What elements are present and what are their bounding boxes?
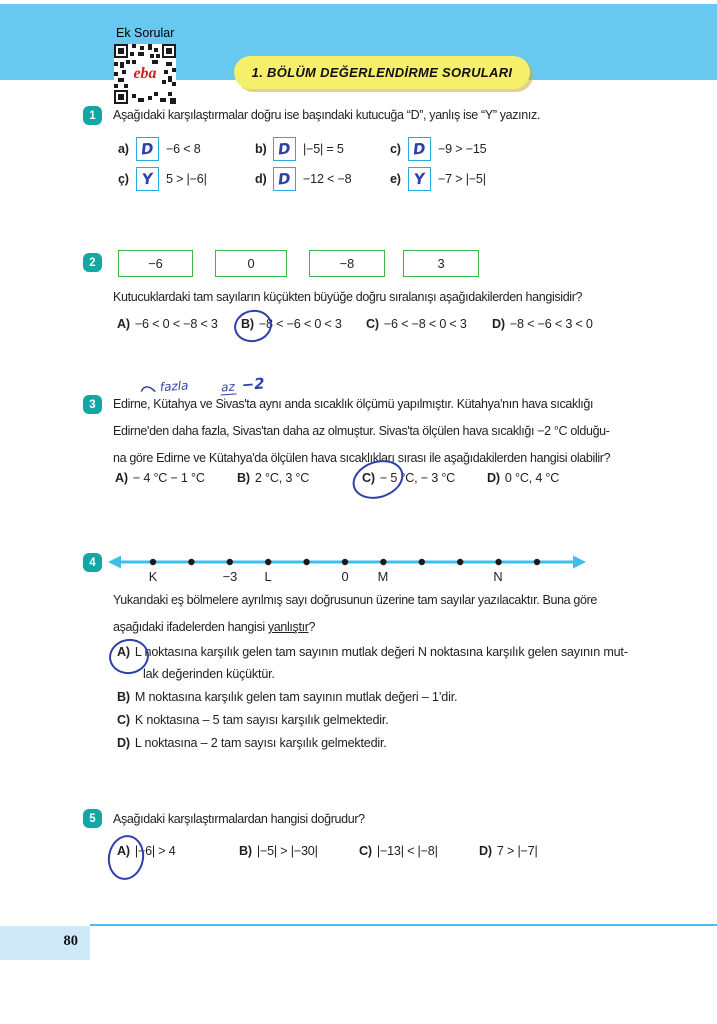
q1-expression: −7 > |−5| xyxy=(438,172,486,186)
pen-curl-stroke xyxy=(140,383,157,394)
q1-answer-box-d[interactable] xyxy=(273,167,296,191)
q1-item-label: e) xyxy=(390,172,401,186)
q1-item-e xyxy=(390,167,486,191)
q2-option-d xyxy=(492,317,593,331)
q1-item-a xyxy=(118,137,201,161)
option-label: D) xyxy=(492,317,505,331)
q2-number-box xyxy=(118,250,193,277)
q1-answer-box-a[interactable] xyxy=(136,137,159,161)
option-text: |−6| > 4 xyxy=(134,844,176,858)
footer-rule xyxy=(90,924,717,926)
handwriting-note-az xyxy=(219,374,265,395)
option-text: −8 < −6 < 0 < 3 xyxy=(258,317,342,331)
option-label: A) xyxy=(117,317,130,331)
option-label: B) xyxy=(241,317,254,331)
handwriting-text: az xyxy=(220,379,236,395)
q1-item-d xyxy=(255,167,351,191)
q5-number: 5 xyxy=(89,812,96,825)
q1-item-label: d) xyxy=(255,172,267,186)
option-text: |−13| < |−8| xyxy=(376,844,438,858)
q1-expression: −6 < 8 xyxy=(166,142,201,156)
q1-text: Aşağıdaki karşılaştırmalar doğru ise başındaki kutucuğa “D”, yanlış ise “Y” yazınız. xyxy=(113,108,541,122)
q1-expression: 5 > |−6| xyxy=(166,172,207,186)
option-label: A) xyxy=(117,645,130,659)
section-banner xyxy=(234,56,530,89)
option-label: A) xyxy=(117,844,130,858)
option-label: B) xyxy=(117,690,130,704)
q2-number-box xyxy=(309,250,385,277)
q3-option-a xyxy=(115,471,205,485)
q2-option-a xyxy=(117,317,218,331)
q1-item-label: c) xyxy=(390,142,401,156)
handwriting-note-fazla xyxy=(140,378,189,395)
q4-text-line2-post: ? xyxy=(308,620,316,634)
handwritten-answer: D xyxy=(140,139,155,159)
q4-option-b xyxy=(117,690,457,704)
handwritten-answer: D xyxy=(277,169,292,189)
q2-option-c xyxy=(366,317,467,331)
q1-item-c-cedilla xyxy=(118,167,207,191)
option-label: C) xyxy=(362,471,375,485)
q4-number: 4 xyxy=(89,556,96,569)
q1-item-label: a) xyxy=(118,142,129,156)
q1-answer-box-c[interactable] xyxy=(408,137,431,161)
option-text: −6 < 0 < −8 < 3 xyxy=(134,317,218,331)
q5-text: Aşağıdaki karşılaştırmalardan hangisi doğrudur? xyxy=(113,812,365,826)
q3-text-line2: Edirne'den daha fazla, Sivas'tan daha az olmuştur. Sivas'ta ölçülen hava sıcaklığı −2 °C olduğu- xyxy=(113,424,610,438)
handwriting-value: −2 xyxy=(241,374,266,395)
eba-logo-text: eba xyxy=(133,65,157,82)
option-text: −8 < −6 < 3 < 0 xyxy=(509,317,593,331)
q1-item-b xyxy=(255,137,344,161)
q4-option-d xyxy=(117,736,387,750)
numberline-label-K: K xyxy=(148,569,158,584)
handwritten-answer: Y xyxy=(141,169,154,189)
answer-circle-q5-a xyxy=(104,832,147,883)
option-label: B) xyxy=(237,471,250,485)
section-banner-title: 1. BÖLÜM DEĞERLENDİRME SORULARI xyxy=(251,65,513,80)
option-text: 0 °C, 4 °C xyxy=(504,471,560,485)
q4-option-c xyxy=(117,713,388,727)
option-label: D) xyxy=(479,844,492,858)
q1-answer-box-cc[interactable] xyxy=(136,167,159,191)
q1-item-c xyxy=(390,137,486,161)
page-number: 80 xyxy=(63,933,78,949)
handwriting-text: fazla xyxy=(159,378,189,395)
q2-number: 2 xyxy=(89,256,96,269)
q3-option-b xyxy=(237,471,309,485)
q3-number: 3 xyxy=(89,398,96,411)
option-label: B) xyxy=(239,844,252,858)
option-label: C) xyxy=(117,713,130,727)
q3-text-line3: na göre Edirne ve Kütahya'da ölçülen hava sıcaklıkları sırası ile aşağıdakilerden hangisi olabilir? xyxy=(113,451,611,465)
q3-badge xyxy=(83,395,102,414)
numberline-label-0: 0 xyxy=(341,569,349,584)
q1-item-label: ç) xyxy=(118,172,129,186)
q5-option-b xyxy=(239,844,318,858)
option-text: 2 °C, 3 °C xyxy=(254,471,310,485)
q2-number-box xyxy=(403,250,479,277)
option-text: M noktasına karşılık gelen tam sayının mutlak değeri – 1’dir. xyxy=(134,690,458,704)
q1-answer-box-b[interactable] xyxy=(273,137,296,161)
q1-badge xyxy=(83,106,102,125)
ek-sorular-label: Ek Sorular xyxy=(116,26,175,40)
q1-expression: |−5| = 5 xyxy=(303,142,344,156)
q3-text-line1: Edirne, Kütahya ve Sivas'ta aynı anda sıcaklık ölçümü yapılmıştır. Kütahya'nın hava sıcaklığı xyxy=(113,397,594,411)
option-text: |−5| > |−30| xyxy=(256,844,318,858)
answer-circle-q2-b xyxy=(231,306,275,345)
q2-box-value: 0 xyxy=(247,256,255,271)
option-text: L noktasına – 2 tam sayısı karşılık gelmektedir. xyxy=(134,736,387,750)
q2-box-value: −8 xyxy=(339,256,355,271)
numberline-label-M: M xyxy=(377,569,389,584)
option-text: − 5 °C, − 3 °C xyxy=(379,471,456,485)
page-number-box xyxy=(0,926,90,960)
q4-text-underlined: yanlıştır xyxy=(267,620,309,634)
option-label: D) xyxy=(117,736,130,750)
option-text: 7 > |−7| xyxy=(496,844,538,858)
qr-code[interactable] xyxy=(114,44,176,104)
numberline-label-minus3: −3 xyxy=(222,569,238,584)
numberline-label-L: L xyxy=(264,569,272,584)
option-label: C) xyxy=(359,844,372,858)
numberline-label-N: N xyxy=(493,569,503,584)
qr-code-graphic xyxy=(114,44,176,104)
q2-text: Kutucuklardaki tam sayıların küçükten büyüğe doğru sıralanışı aşağıdakilerden hangisidir? xyxy=(113,290,583,304)
handwritten-answer: Y xyxy=(413,169,426,189)
q4-text-line2-pre: aşağıdaki ifadelerden hangisi xyxy=(113,620,268,634)
option-text: L noktasına karşılık gelen tam sayının mutlak değeri N noktasına karşılık gelen sayının mut- xyxy=(134,645,628,659)
option-label: C) xyxy=(366,317,379,331)
q2-box-value: −6 xyxy=(148,256,163,271)
handwritten-answer: D xyxy=(277,139,292,159)
q5-option-d xyxy=(479,844,538,858)
option-label: A) xyxy=(115,471,128,485)
option-text: − 4 °C − 1 °C xyxy=(132,471,205,485)
q1-item-label: b) xyxy=(255,142,267,156)
q2-number-box xyxy=(215,250,287,277)
q4-option-a-line2 xyxy=(143,667,275,681)
handwritten-answer: D xyxy=(412,139,427,159)
q1-answer-box-e[interactable] xyxy=(408,167,431,191)
option-text: K noktasına – 5 tam sayısı karşılık gelmektedir. xyxy=(134,713,389,727)
option-text: −6 < −8 < 0 < 3 xyxy=(383,317,467,331)
q2-badge xyxy=(83,253,102,272)
q5-badge xyxy=(83,809,102,828)
q3-option-d xyxy=(487,471,559,485)
q1-expression: −9 > −15 xyxy=(438,142,487,156)
q4-option-a xyxy=(117,645,628,659)
q1-expression: −12 < −8 xyxy=(303,172,352,186)
option-label: D) xyxy=(487,471,500,485)
q2-box-value: 3 xyxy=(437,256,445,271)
option-text: lak değerinden küçüktür. xyxy=(143,667,275,681)
q4-text-line1: Yukarıdaki eş bölmelere ayrılmış sayı doğrusunun üzerine tam sayılar yazılacaktır. Buna göre xyxy=(113,593,598,607)
q4-text-line2 xyxy=(113,620,315,634)
q5-option-c xyxy=(359,844,438,858)
q1-number: 1 xyxy=(89,109,96,122)
